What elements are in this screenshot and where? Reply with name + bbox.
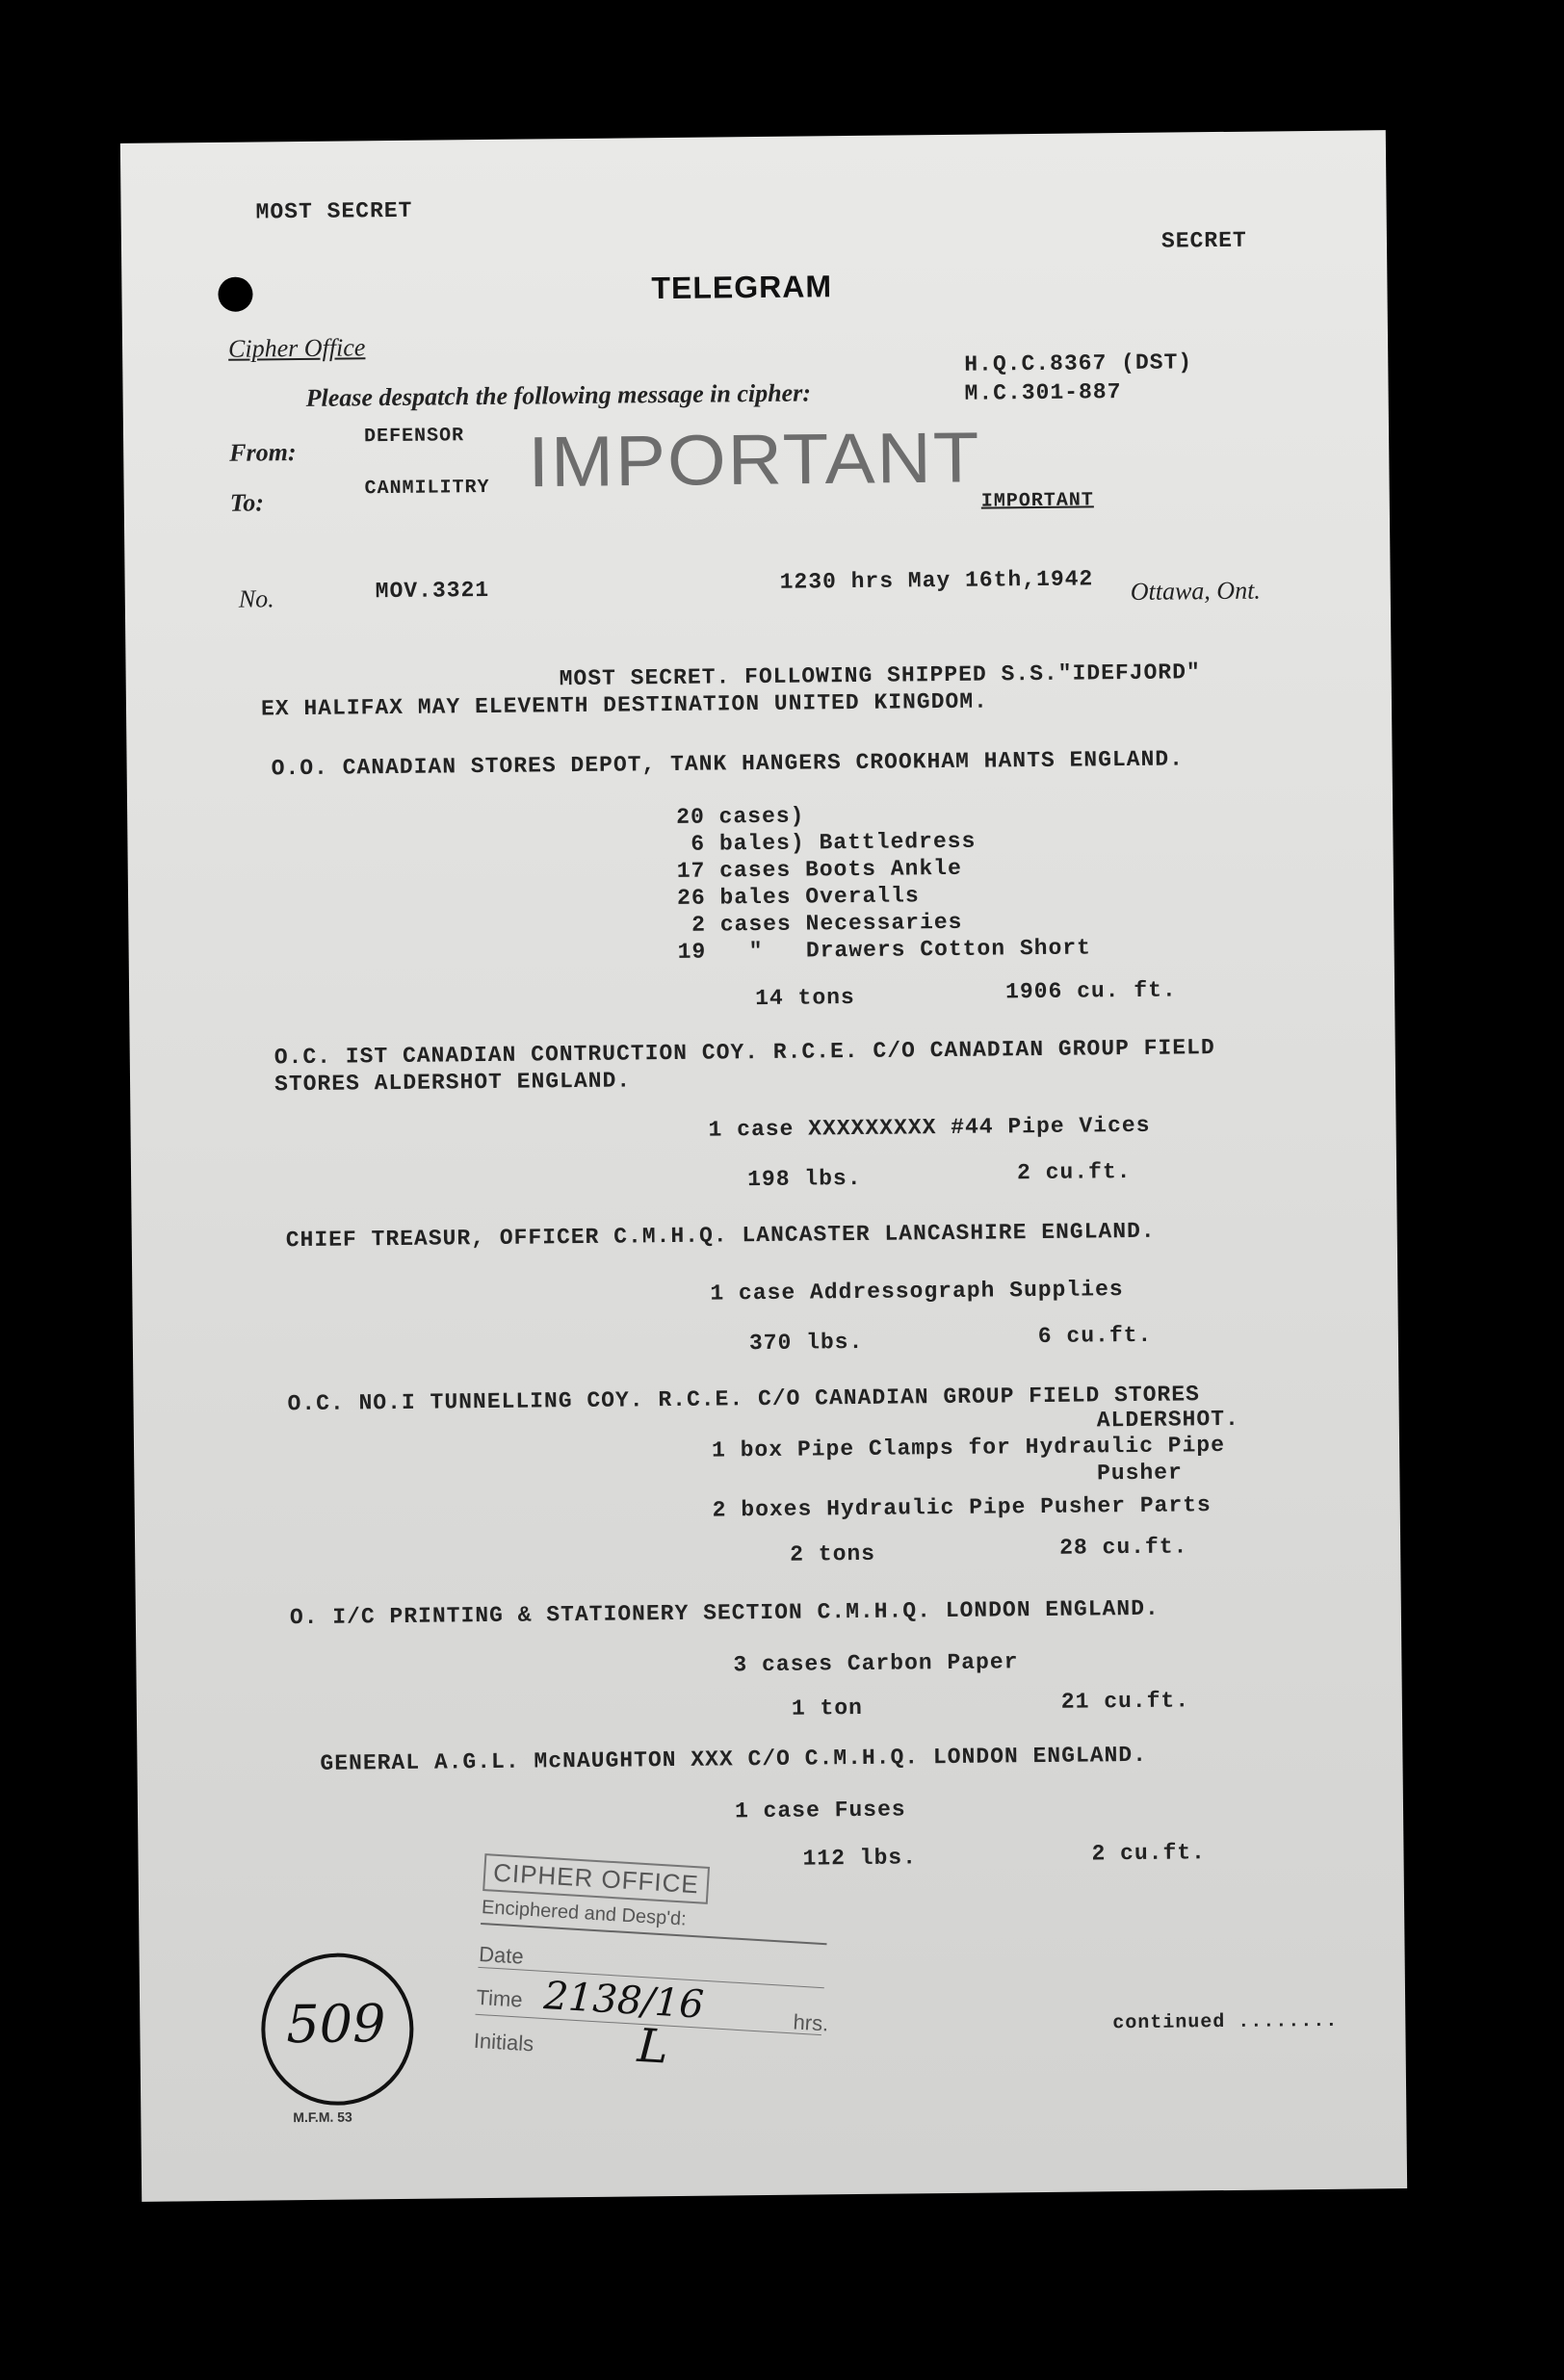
- item-line: 20 cases): [676, 803, 805, 830]
- number-value: MOV.3321: [375, 577, 490, 605]
- consignment-address: ALDERSHOT.: [1096, 1406, 1239, 1434]
- consignment-address: STORES ALDERSHOT ENGLAND.: [274, 1068, 632, 1098]
- form-code: M.F.M. 53: [293, 2108, 352, 2126]
- consignment-volume: 2 cu.ft.: [1091, 1840, 1207, 1867]
- consignment-volume: 2 cu.ft.: [1016, 1159, 1132, 1186]
- reference-1: H.Q.C.8367 (DST): [964, 349, 1193, 377]
- consignment-weight: 112 lbs.: [802, 1845, 918, 1872]
- item-line: 1 box Pipe Clamps for Hydraulic Pipe: [711, 1433, 1226, 1463]
- consignment-weight: 2 tons: [790, 1540, 876, 1567]
- consignment-volume: 21 cu.ft.: [1060, 1688, 1190, 1715]
- consignment-items: [676, 799, 1091, 965]
- reference-2: M.C.301-887: [964, 379, 1122, 406]
- consignment-weight: 1 ton: [791, 1694, 864, 1721]
- important-typed: IMPORTANT: [980, 489, 1094, 513]
- circled-number: 509: [285, 1993, 386, 2056]
- item-line: 19 " Drawers Cotton Short: [677, 935, 1092, 965]
- item-line: 2 cases Necessaries: [677, 909, 963, 938]
- intro-line-1: MOST SECRET. FOLLOWING SHIPPED S.S."IDEFJORD": [559, 660, 1201, 692]
- stamp-date-label: Date: [478, 1942, 825, 1988]
- number-label: No.: [238, 584, 274, 613]
- to-value: CANMILITRY: [364, 476, 490, 501]
- document-title: TELEGRAM: [651, 269, 833, 306]
- consignment-address: O. I/C PRINTING & STATIONERY SECTION C.M.H.Q. LONDON ENGLAND.: [289, 1595, 1160, 1631]
- from-value: DEFENSOR: [363, 425, 465, 449]
- stamp-initials-value: L: [636, 2018, 670, 2075]
- item-line: 2 boxes Hydraulic Pipe Pusher Parts: [712, 1492, 1212, 1523]
- stamp-time-label: Time: [475, 1984, 524, 2012]
- consignment-weight: 370 lbs.: [748, 1329, 864, 1357]
- stamp-title: CIPHER OFFICE: [482, 1853, 710, 1904]
- consignment-items: [712, 1432, 1226, 1524]
- date-time: 1230 hrs May 16th,1942: [779, 566, 1094, 595]
- stamp-time-value: 2138/16: [542, 1974, 706, 2028]
- consignment-volume: 28 cu.ft.: [1059, 1534, 1188, 1561]
- classification-top: MOST SECRET: [255, 197, 413, 225]
- place: Ottawa, Ont.: [1130, 576, 1261, 606]
- item-line: 1 case Addressograph Supplies: [710, 1277, 1124, 1306]
- to-label: To:: [229, 488, 265, 517]
- classification-right: SECRET: [1160, 227, 1247, 254]
- important-stamp: IMPORTANT: [527, 416, 981, 503]
- item-line: 26 bales Overalls: [676, 883, 920, 911]
- consignment-weight: 14 tons: [755, 984, 855, 1012]
- from-label: From:: [229, 438, 297, 467]
- consignment-address: O.C. NO.I TUNNELLING COY. R.C.E. C/O CANADIAN GROUP FIELD STORES: [287, 1382, 1200, 1417]
- cipher-office-label: Cipher Office: [227, 333, 366, 363]
- cipher-office-stamp: [473, 1853, 831, 2078]
- item-line: 17 cases Boots Ankle: [676, 855, 962, 884]
- consignment-address: CHIEF TREASUR, OFFICER C.M.H.Q. LANCASTER LANCASHIRE ENGLAND.: [285, 1218, 1156, 1254]
- consignment-address: O.O. CANADIAN STORES DEPOT, TANK HANGERS CROOKHAM HANTS ENGLAND.: [271, 746, 1185, 782]
- circled-number-mark: [261, 1953, 415, 2107]
- telegram-sheet: [120, 130, 1407, 2202]
- item-line: 3 cases Carbon Paper: [733, 1649, 1019, 1678]
- despatch-instruction: Please despatch the following message in cipher:: [305, 378, 812, 412]
- consignment-address: O.C. IST CANADIAN CONTRUCTION COY. R.C.E. C/O CANADIAN GROUP FIELD: [274, 1035, 1215, 1071]
- consignment-address: GENERAL A.G.L. McNAUGHTON XXX C/O C.M.H.Q. LONDON ENGLAND.: [320, 1742, 1148, 1776]
- consignment-weight: 198 lbs.: [747, 1165, 862, 1193]
- item-line: 1 case Fuses: [734, 1797, 906, 1824]
- continued-note: continued ........: [1112, 2009, 1339, 2035]
- punch-hole: [218, 277, 252, 312]
- stamp-hrs-label: hrs.: [792, 2009, 830, 2036]
- stamp-subtitle: Enciphered and Desp'd:: [481, 1897, 828, 1945]
- consignment-volume: 6 cu.ft.: [1037, 1322, 1153, 1350]
- intro-line-2: EX HALIFAX MAY ELEVENTH DESTINATION UNITED KINGDOM.: [260, 688, 989, 722]
- item-line: 1 case XXXXXXXXX #44 Pipe Vices: [708, 1112, 1151, 1143]
- item-line: 6 bales) Battledress: [676, 828, 977, 857]
- consignment-volume: 1906 cu. ft.: [1004, 977, 1177, 1005]
- item-line: Pusher: [712, 1460, 1183, 1490]
- stamp-initials-label: Initials: [473, 2028, 534, 2057]
